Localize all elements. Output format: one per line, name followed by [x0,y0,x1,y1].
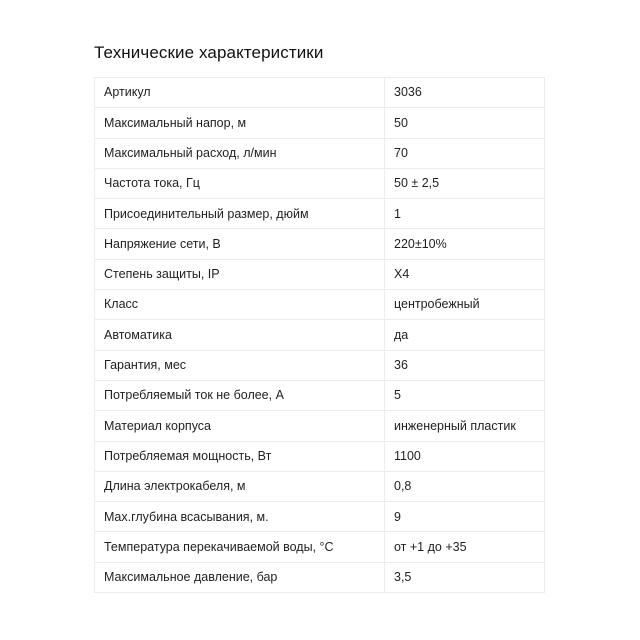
spec-name: Материал корпуса [95,411,385,441]
table-row [95,168,545,198]
spec-value: 50 ± 2,5 [385,168,545,198]
spec-value: 3036 [385,78,545,108]
table-row [95,471,545,501]
spec-name: Потребляемая мощность, Вт [95,441,385,471]
spec-value: инженерный пластик [385,411,545,441]
table-row [95,502,545,532]
table-row [95,78,545,108]
spec-name: Автоматика [95,320,385,350]
spec-value: 36 [385,350,545,380]
spec-name: Максимальный расход, л/мин [95,138,385,168]
table-row [95,350,545,380]
spec-name: Артикул [95,78,385,108]
spec-name: Максимальное давление, бар [95,562,385,592]
table-row [95,411,545,441]
spec-name: Степень защиты, IP [95,259,385,289]
specs-table-body [95,78,545,593]
spec-value: 1 [385,199,545,229]
table-row [95,290,545,320]
table-row [95,380,545,410]
spec-value: X4 [385,259,545,289]
spec-value: 0,8 [385,471,545,501]
spec-value: 3,5 [385,562,545,592]
spec-value: 9 [385,502,545,532]
spec-value: да [385,320,545,350]
spec-name: Температура перекачиваемой воды, °C [95,532,385,562]
table-row [95,532,545,562]
spec-name: Гарантия, мес [95,350,385,380]
spec-value: 220±10% [385,229,545,259]
table-row [95,320,545,350]
spec-value: от +1 до +35 [385,532,545,562]
specs-table [94,77,545,593]
spec-name: Напряжение сети, В [95,229,385,259]
section-title: Технические характеристики [94,43,324,62]
table-row [95,108,545,138]
spec-name: Максимальный напор, м [95,108,385,138]
table-row [95,229,545,259]
spec-value: 50 [385,108,545,138]
table-row [95,441,545,471]
spec-name: Max.глубина всасывания, м. [95,502,385,532]
spec-value: 70 [385,138,545,168]
table-row [95,138,545,168]
table-row [95,562,545,592]
table-row [95,259,545,289]
spec-name: Частота тока, Гц [95,168,385,198]
spec-value: 1100 [385,441,545,471]
table-row [95,199,545,229]
spec-name: Длина электрокабеля, м [95,471,385,501]
spec-value: центробежный [385,290,545,320]
spec-name: Потребляемый ток не более, А [95,380,385,410]
spec-name: Присоединительный размер, дюйм [95,199,385,229]
spec-name: Класс [95,290,385,320]
spec-value: 5 [385,380,545,410]
